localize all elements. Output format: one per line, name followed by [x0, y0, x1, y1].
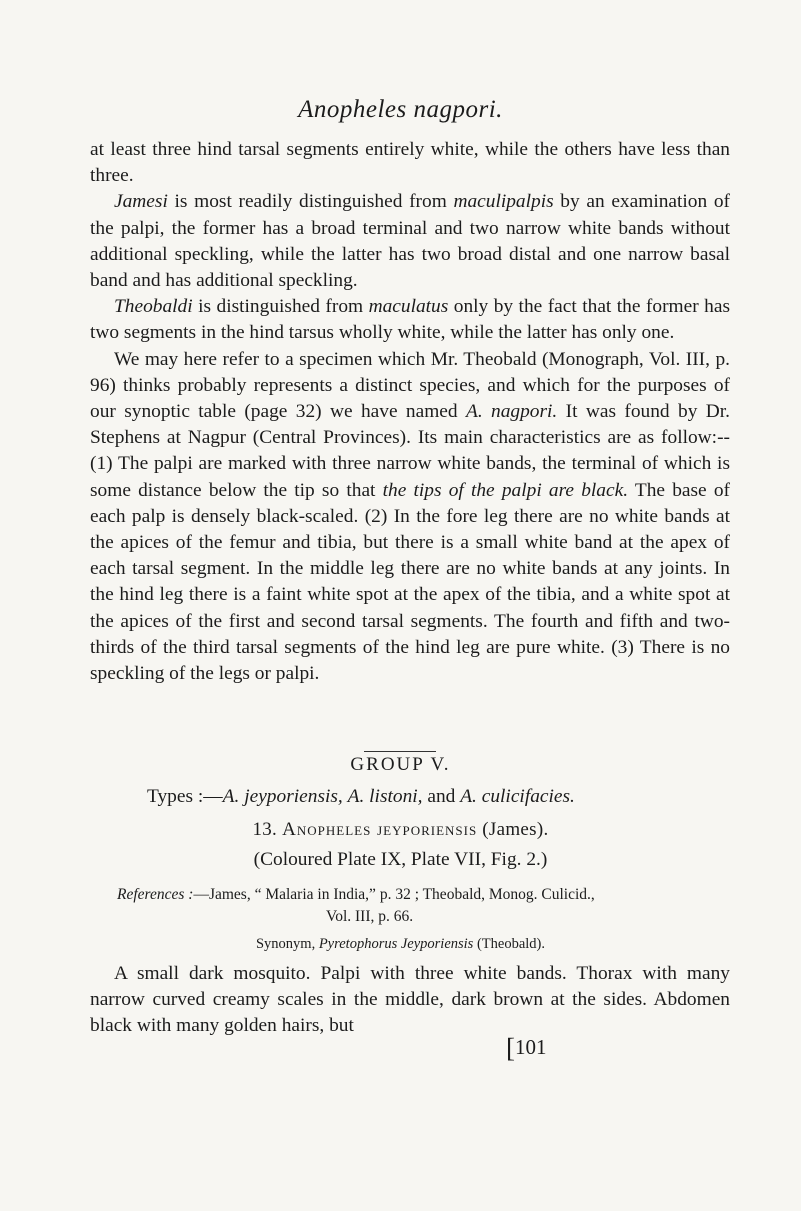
page-number	[506, 1033, 547, 1064]
text-run: only by the fact that the former has two segments in the hind tarsus wholly white, while the latter has only one.	[90, 296, 731, 344]
section-rule	[364, 751, 436, 752]
type-species-2: A. listoni,	[347, 786, 423, 807]
text-run: is distinguished from	[192, 296, 369, 318]
species-description	[90, 961, 730, 1039]
text-run: is most readily distinguished from	[167, 191, 454, 213]
types-and: and	[422, 786, 461, 807]
synonym-prefix: Synonym,	[255, 936, 319, 952]
italic-run: maculipalpis	[453, 191, 554, 213]
text-run: at least three hind tarsal segments entirely white, while the others have less than three.	[90, 139, 730, 187]
folio-bracket: [	[506, 1033, 515, 1063]
types-prefix: Types :—	[147, 786, 223, 807]
references-text-2: Vol. III, p. 66.	[326, 908, 414, 925]
type-species-1: A. jeyporiensis,	[222, 786, 343, 807]
text-run: The base of each palp is densely black-scaled. (2) In the fore leg there are no white bands at the apices of the femur and tibia, but there is a small white band at the apex of each tarsal segment. In the middle leg there are no white bands at any joints. In the hind leg there is a faint white spot at the apex of the tibia, and a white spot at the apices of the first and second tarsal segments. The fourth and fifth and two-thirds of the third tarsal segments of the hind leg are pure white. (3) There is no speckling of the legs or palpi.	[90, 479, 731, 685]
species-heading	[0, 819, 801, 841]
types-line	[147, 786, 747, 808]
italic-run: Theobaldi	[114, 296, 193, 318]
group-heading: GROUP V.	[350, 754, 451, 775]
synonym-name: Pyretophorus Jeyporiensis	[318, 936, 474, 952]
body-paragraph	[90, 294, 730, 346]
references-text-1: —James, “ Malaria in India,” p. 32 ; Theobald, Monog. Culicid.,	[193, 886, 595, 903]
text-run: by an examination of the palpi, the former has a broad terminal and two narrow white bands without additional speckling, while the latter has two broad distal and one narrow basal band and has additional speckling.	[90, 191, 730, 292]
species-name: Anopheles jeyporiensis	[282, 819, 478, 840]
references	[117, 884, 722, 928]
italic-run: maculatus	[368, 296, 449, 318]
body-text	[90, 137, 730, 687]
references-label: References :	[117, 886, 194, 903]
running-head: Anopheles nagpori.	[298, 96, 503, 123]
body-paragraph	[90, 347, 730, 688]
synonym-suffix: (Theobald).	[473, 936, 546, 952]
body-paragraph	[90, 189, 730, 294]
italic-run: Jamesi	[114, 191, 168, 213]
italic-run: A. nagpori.	[465, 401, 558, 423]
type-species-3: A. culicifacies.	[460, 786, 575, 807]
description-paragraph: A small dark mosquito. Palpi with three white bands. Thorax with many narrow curved creamy scales in the middle, dark brown at the sides. Abdomen black with many golden hairs, but	[90, 963, 730, 1036]
species-author: (James).	[482, 819, 549, 840]
folio-number: 101	[515, 1035, 547, 1059]
italic-run: the tips of the palpi are black.	[382, 479, 629, 501]
synonym-line	[0, 936, 801, 953]
species-number: 13.	[252, 819, 278, 840]
text-run: We may here refer to a specimen which Mr. Theobald (Monograph, Vol. III, p. 96) thinks probably represents a distinct species, and which for the purposes of our synoptic table (page 32) we have named	[90, 348, 730, 423]
plate-reference: (Coloured Plate IX, Plate VII, Fig. 2.)	[253, 849, 548, 870]
text-run: It was found by Dr. Stephens at Nagpur (Central Provinces). Its main characteristics are as follow:--(1) The palpi are marked with three narrow white bands, the terminal of which is some distance below the tip so that	[90, 401, 730, 501]
body-paragraph	[90, 137, 730, 189]
